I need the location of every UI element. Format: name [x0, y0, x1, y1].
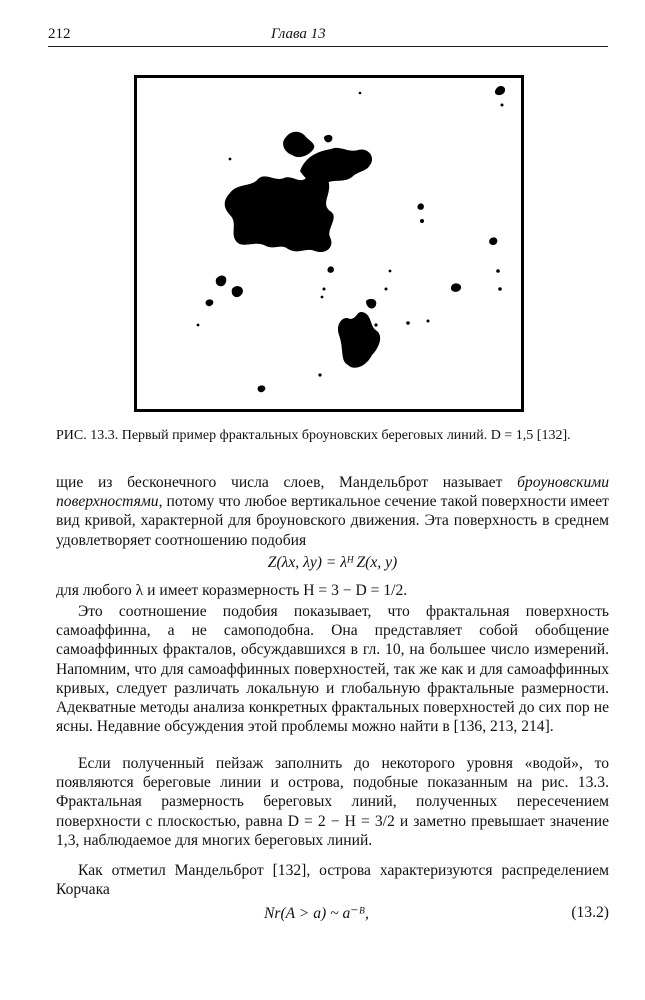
- dot-3: [498, 287, 502, 291]
- dot-12: [389, 270, 392, 273]
- dot-4: [406, 321, 410, 325]
- header-rule: [48, 46, 608, 47]
- dot-5: [318, 373, 321, 376]
- dot-13: [501, 104, 504, 107]
- page-number: 212: [48, 26, 71, 42]
- paragraph-1: [56, 473, 609, 550]
- paragraph-2: для любого λ и имеет коразмерность H = 3 − D = 1/2.: [56, 582, 408, 599]
- paragraph-1-italic-term: броуновскими поверхностями: [56, 474, 609, 511]
- dot-1: [420, 219, 424, 223]
- paragraph-3: [56, 602, 609, 736]
- dot-9: [427, 320, 430, 323]
- figure-caption: РИС. 13.3. Первый пример фрактальных броуновских береговых линий. D = 1,5 [132].: [56, 428, 571, 443]
- paragraph-1-start: щие из бесконечного числа слоев, Мандельброт называет: [56, 474, 518, 491]
- dot-10: [321, 296, 324, 299]
- fractal-coastline-figure: [134, 75, 524, 412]
- korchak-formula: Nr(A > a) ~ a⁻ᴮ,: [264, 905, 369, 922]
- paragraph-5: [56, 861, 609, 899]
- dot-7: [385, 288, 388, 291]
- dot-6: [374, 323, 377, 326]
- dot-8: [323, 288, 326, 291]
- dot-11: [229, 158, 232, 161]
- paragraph-1-end: , потому что любое вертикальное сечение такой поверхности имеет вид кривой, характерной для броуновского движения. Эта поверхность в среднем удовлетворяет соотношению подобия: [56, 493, 609, 549]
- dot-14: [197, 324, 200, 327]
- equation-self-affinity: Z(λx, λy) = λᴴ Z(x, y): [267, 554, 398, 571]
- chapter-title: Глава 13: [271, 26, 326, 42]
- figure-canvas: [134, 75, 524, 412]
- paragraph-4-body: Если полученный пейзаж заполнить до некоторого уровня «водой», то появляются береговые линии и острова, подобные показанным на рис. 13.3. Фрактальная размерность береговых линий, полученных пересечением поверхности с плоскостью, равна D = 2 − H = 3/2 и заметно превышает значение 1,3, наблюдаемое для многих береговых линий.: [56, 755, 609, 849]
- dot-2: [496, 269, 500, 273]
- paragraph-3-body: Это соотношение подобия показывает, что фрактальная поверхность самоаффинна, а не самоподобна. Она представляет собой обобщение самоаффинных фракталов, обсуждавшихся в гл. 10, на большее число измерений. Напомним, что для самоаффинных поверхностей, так же как и для самоаффинных кривых, следует различать локальную и глобальную фрактальные размерности. Адекватные методы анализа конкретных фрактальных поверхностей до сих пор не ясны. Недавние обсуждения этой проблемы можно найти в [136, 213, 214].: [56, 603, 609, 736]
- dot-15: [359, 92, 362, 95]
- equation-number: (13.2): [571, 904, 609, 921]
- page-header: [48, 26, 608, 44]
- paragraph-5-body: Как отметил Мандельброт [132], острова характеризуются распределением Корчака: [56, 862, 609, 899]
- paragraph-4: [56, 754, 609, 850]
